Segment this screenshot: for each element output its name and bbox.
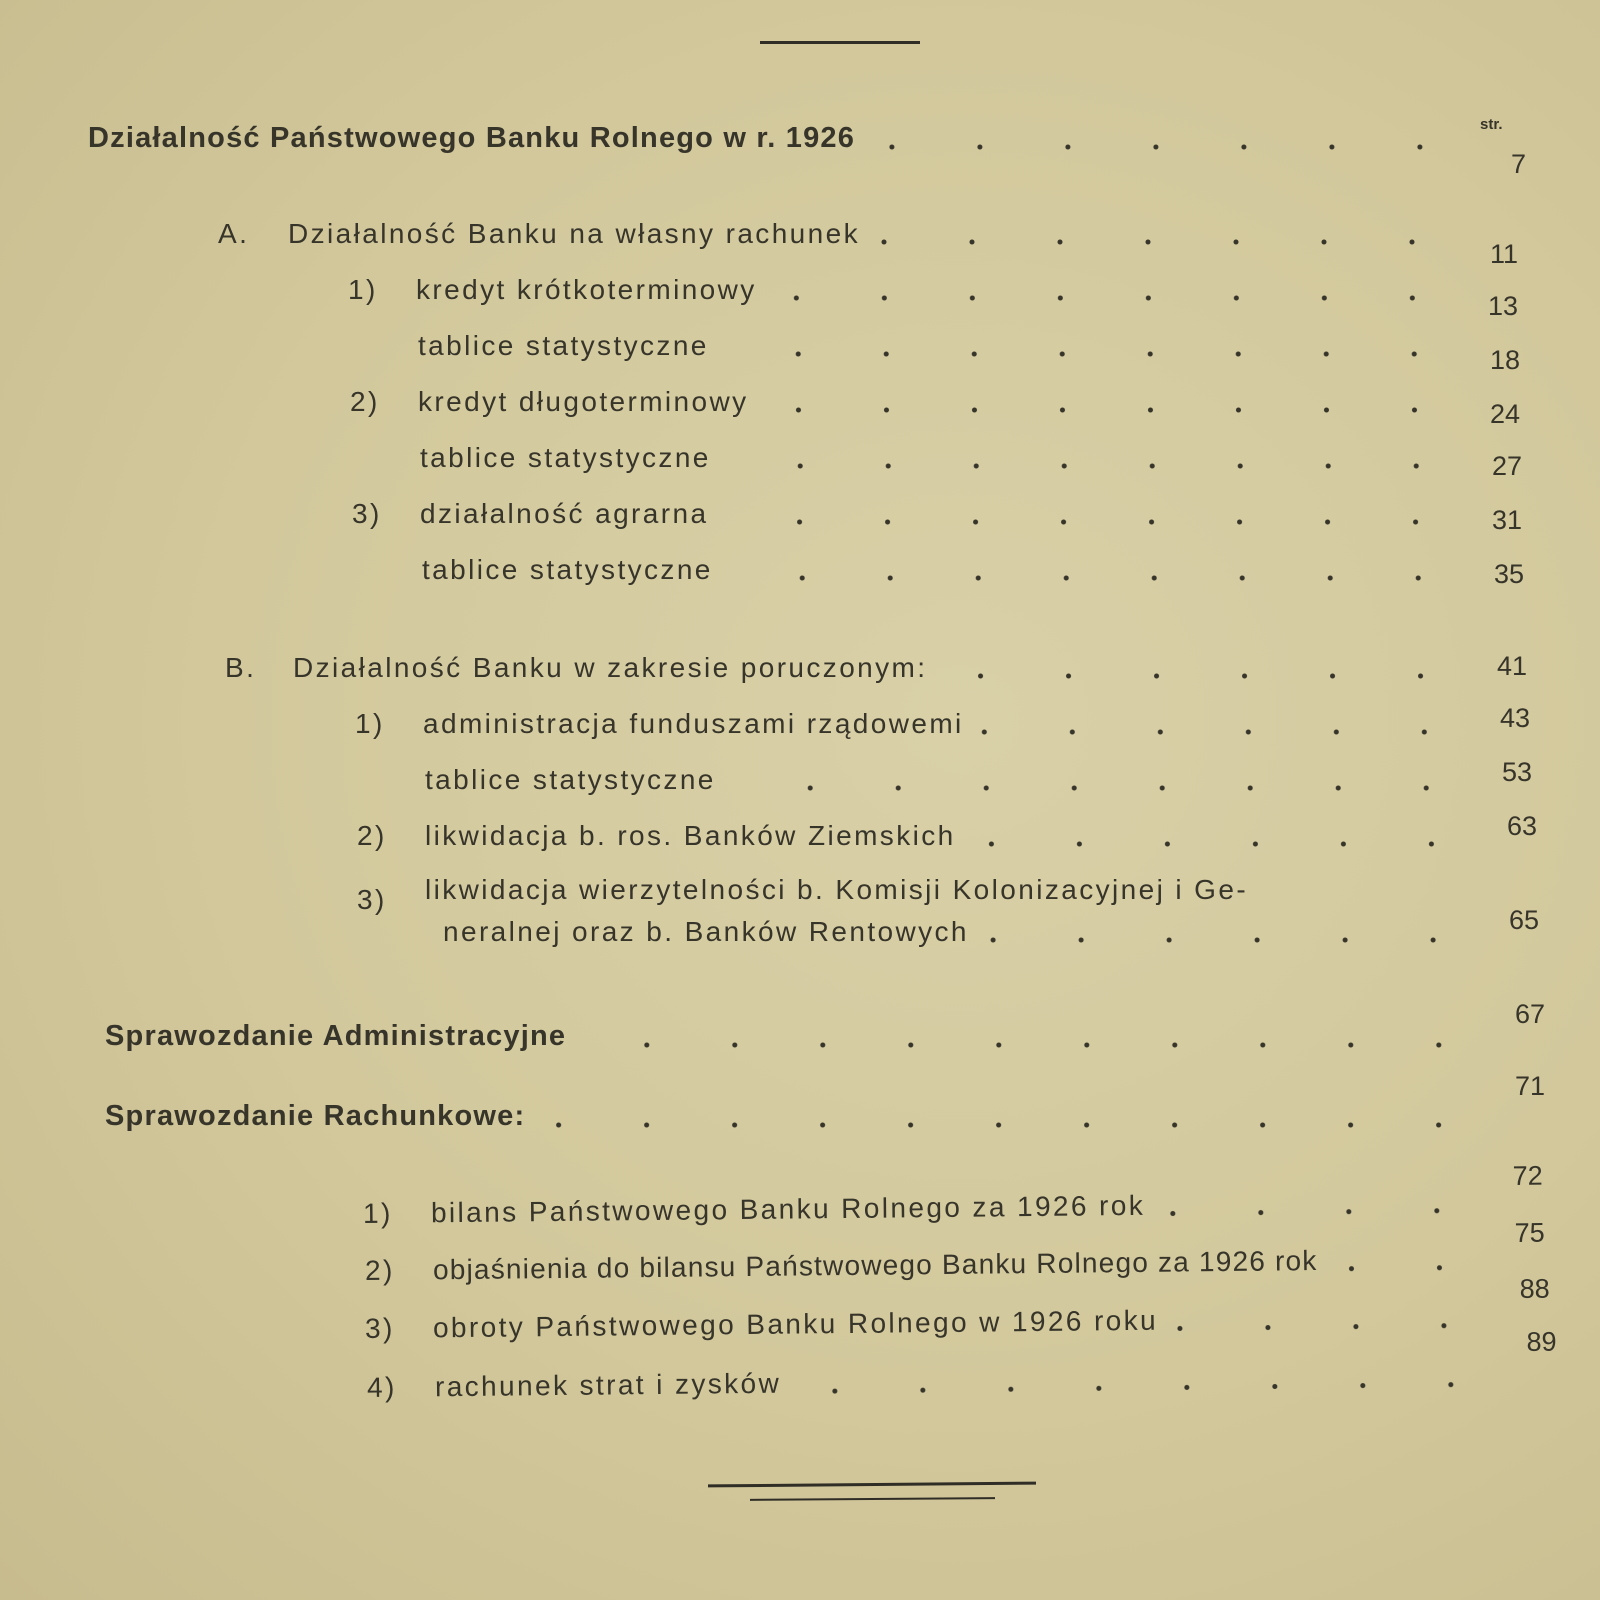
- toc-entry-continuation[interactable]: [443, 905, 1539, 948]
- dot-leader: [1168, 1322, 1488, 1331]
- dot-leader: [791, 1381, 1495, 1394]
- dot-leader: [870, 239, 1456, 245]
- toc-entry-section-a[interactable]: [218, 218, 1518, 269]
- toc-entry[interactable]: [348, 274, 1518, 321]
- entry-text: kredyt krótkoterminowy: [416, 274, 757, 305]
- page-number: 71: [1514, 1071, 1545, 1101]
- page-number: 31: [1491, 505, 1522, 535]
- page-number: 7: [1510, 149, 1526, 179]
- page-number: 63: [1506, 811, 1537, 841]
- toc-entry[interactable]: [364, 1217, 1545, 1287]
- dot-leader: [979, 937, 1477, 943]
- dot-leader: [937, 673, 1465, 679]
- entry-text: bilans Państwowego Banku Rolnego za 1926 rok: [430, 1189, 1146, 1229]
- toc-entry[interactable]: [350, 386, 1520, 429]
- entry-text: neralnej oraz b. Banków Rentowych: [443, 916, 969, 947]
- page-number: 43: [1499, 703, 1530, 733]
- dot-leader: [767, 295, 1456, 301]
- entry-text: działalność agrarna: [420, 498, 709, 529]
- entry-text: administracja funduszami rządowemi: [423, 708, 964, 739]
- page-number: 72: [1512, 1160, 1543, 1191]
- entry-text: tablice statystyczne: [422, 554, 713, 585]
- dot-leader: [576, 1042, 1483, 1048]
- entry-text: Działalność Banku na własny rachunek: [288, 218, 860, 249]
- page-number: 89: [1526, 1326, 1557, 1357]
- page-column-label: str.: [1480, 116, 1503, 133]
- entry-text: likwidacja wierzytelności b. Komisji Kolonizacyjnej i Ge-: [425, 874, 1249, 905]
- entry-text: obroty Państwowego Banku Rolnego w 1926 roku: [432, 1304, 1159, 1344]
- entry-number: 2): [350, 386, 380, 417]
- page-number: 88: [1519, 1273, 1550, 1304]
- entry-number: 2): [357, 820, 387, 851]
- bottom-rule-short: [750, 1497, 995, 1501]
- dot-leader: [721, 463, 1460, 469]
- entry-label: B.: [225, 652, 257, 683]
- entry-number: 1): [348, 274, 378, 305]
- page-number: 24: [1489, 399, 1520, 429]
- entry-number: 1): [362, 1197, 393, 1229]
- entry-number: 3): [357, 884, 387, 915]
- toc-entry-accounts[interactable]: [105, 1071, 1545, 1133]
- toc-entry[interactable]: [362, 1160, 1543, 1230]
- page-number: 18: [1489, 345, 1520, 375]
- dot-leader: [759, 407, 1458, 413]
- page-number: 75: [1514, 1217, 1545, 1248]
- entry-number: 3): [364, 1312, 395, 1344]
- page-number: 53: [1501, 757, 1532, 787]
- toc-entry[interactable]: [355, 703, 1530, 740]
- entry-number: 4): [366, 1371, 397, 1403]
- entry-text: tablice statystyczne: [418, 330, 709, 361]
- entry-text: Działalność Państwowego Banku Rolnego w r. 1926: [88, 122, 856, 154]
- toc-entry-section-b[interactable]: [225, 652, 1527, 684]
- dot-leader: [966, 841, 1475, 847]
- dot-leader: [535, 1122, 1483, 1128]
- dot-leader: [718, 519, 1460, 525]
- dot-leader: [1328, 1264, 1483, 1272]
- entry-text: Działalność Banku w zakresie poruczonym:: [293, 652, 928, 683]
- dot-leader: [974, 729, 1468, 735]
- page-number: 41: [1496, 651, 1527, 681]
- dot-leader: [865, 144, 1464, 150]
- toc-entry[interactable]: [357, 874, 1249, 915]
- entry-label: A.: [218, 218, 250, 249]
- toc-entry[interactable]: [357, 757, 1532, 796]
- page-number: 67: [1514, 999, 1545, 1029]
- dot-leader: [726, 785, 1470, 791]
- entry-text: likwidacja b. ros. Banków Ziemskich: [425, 820, 956, 851]
- toc-entry[interactable]: [350, 330, 1520, 375]
- entry-number: 1): [355, 708, 385, 739]
- entry-text: objaśnienia do bilansu Państwowego Banku Rolnego za 1926 rok: [432, 1245, 1318, 1286]
- page-number: 13: [1487, 291, 1518, 321]
- entry-text: Sprawozdanie Administracyjne: [105, 1020, 567, 1052]
- page-number: 11: [1489, 239, 1518, 269]
- entry-number: 3): [352, 498, 382, 529]
- dot-leader: [723, 575, 1462, 581]
- entry-text: Sprawozdanie Rachunkowe:: [105, 1100, 526, 1132]
- entry-text: tablice statystyczne: [425, 764, 716, 795]
- toc-entry[interactable]: [357, 811, 1537, 852]
- toc-entry[interactable]: [352, 442, 1522, 481]
- toc-entry[interactable]: [366, 1326, 1557, 1404]
- entry-text: tablice statystyczne: [420, 442, 711, 473]
- toc-entry-main[interactable]: [88, 122, 1526, 179]
- entry-number: 2): [364, 1254, 395, 1286]
- dot-leader: [1155, 1207, 1481, 1216]
- entry-text: kredyt długoterminowy: [418, 386, 749, 417]
- page-number: 35: [1493, 559, 1524, 589]
- bottom-rule-long: [708, 1482, 1036, 1488]
- page-number: 27: [1491, 451, 1522, 481]
- dot-leader: [719, 351, 1458, 357]
- top-rule: [760, 41, 920, 44]
- toc-entry[interactable]: [354, 554, 1524, 589]
- toc-entry[interactable]: [364, 1273, 1550, 1345]
- entry-text: rachunek strat i zysków: [434, 1367, 782, 1403]
- toc-entry[interactable]: [352, 498, 1522, 535]
- page-number: 65: [1508, 905, 1539, 935]
- toc-entry-admin[interactable]: [105, 999, 1545, 1053]
